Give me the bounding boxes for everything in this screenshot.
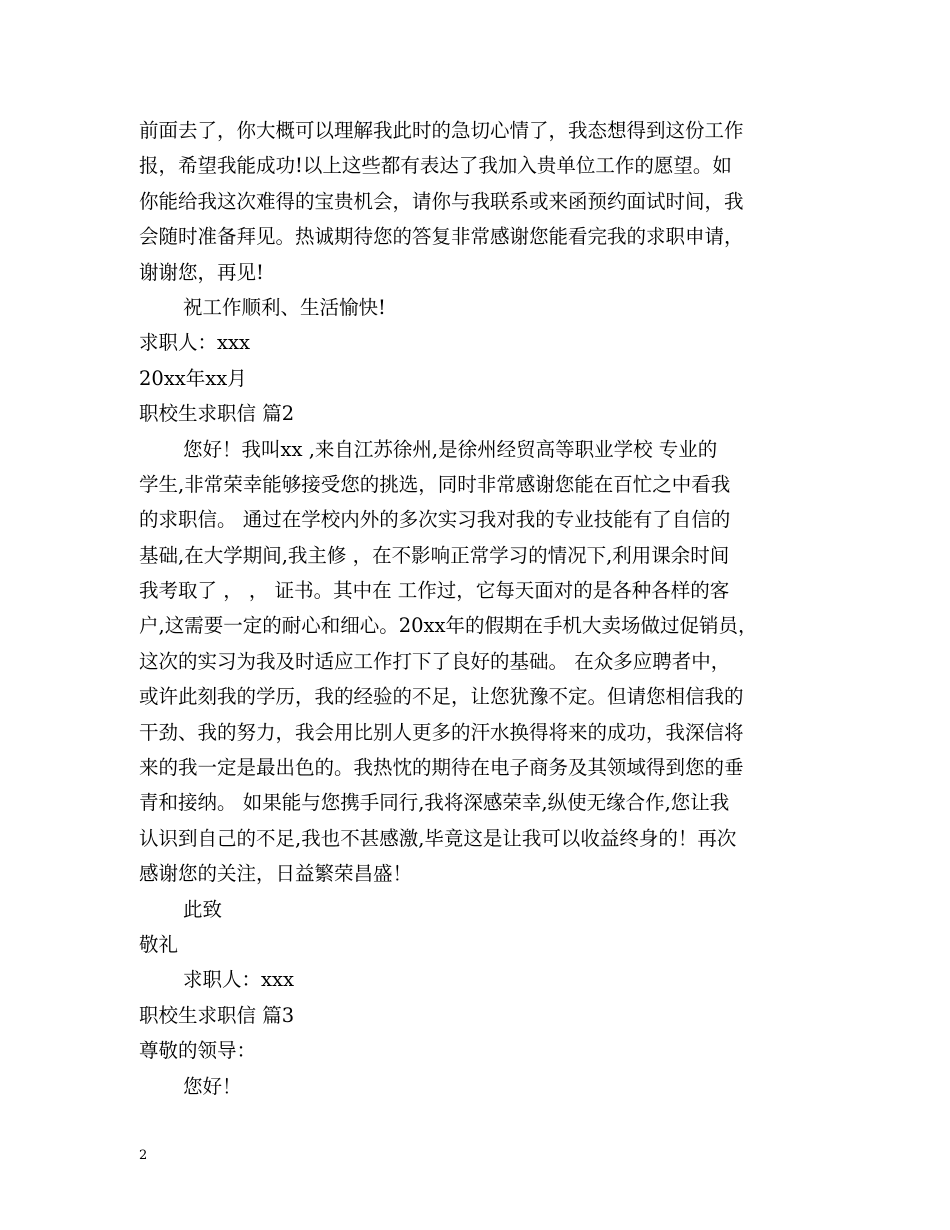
text-line: 来的我一定是最出色的。我热忱的期待在电子商务及其领域得到您的垂 xyxy=(139,756,744,780)
text-line: 的求职信。 通过在学校内外的多次实习我对我的专业技能有了自信的 xyxy=(139,508,731,532)
text-line: 报，希望我能成功!以上这些都有表达了我加入贵单位工作的愿望。如 xyxy=(139,154,732,178)
greeting: 您好！ xyxy=(183,1074,242,1098)
section-heading: 职校生求职信 篇3 xyxy=(139,1003,295,1027)
applicant-signature: 求职人：xxx xyxy=(139,331,250,355)
salutation-closing: 此致 xyxy=(183,897,223,921)
text-line: 这次的实习为我及时适应工作打下了良好的基础。 在众多应聘者中， xyxy=(139,649,731,673)
closing-wish: 祝工作顺利、生活愉快! xyxy=(183,295,386,319)
text-line: 感谢您的关注，日益繁荣昌盛！ xyxy=(139,862,413,886)
text-line: 会随时准备拜见。热诚期待您的答复非常感谢您能看完我的求职申请， xyxy=(139,225,744,249)
section-heading: 职校生求职信 篇2 xyxy=(139,402,295,426)
text-line: 认识到自己的不足,我也不甚感激,毕竟这是让我可以收益终身的！再次 xyxy=(139,826,737,850)
text-line: 干劲、我的努力，我会用比别人更多的汗水换得将来的成功，我深信将 xyxy=(139,720,744,744)
text-line: 前面去了，你大概可以理解我此时的急切心情了，我态想得到这份工作 xyxy=(139,119,744,142)
text-line: 学生,非常荣幸能够接受您的挑选，同时非常感谢您能在百忙之中看我 xyxy=(139,472,731,496)
salutation-regards: 敬礼 xyxy=(139,932,179,956)
greeting-addressee: 尊敬的领导： xyxy=(139,1039,257,1063)
text-line: 你能给我这次难得的宝贵机会，请你与我联系或来函预约面试时间，我 xyxy=(139,189,744,213)
text-line: 户,这需要一定的耐心和细心。20xx年的假期在手机大卖场做过促销员， xyxy=(139,614,758,638)
text-line: 谢谢您，再见! xyxy=(139,260,264,284)
letter-date: 20xx年xx月 xyxy=(139,366,247,390)
text-line: 或许此刻我的学历，我的经验的不足，让您犹豫不定。但请您相信我的 xyxy=(139,685,744,709)
text-line: 基础,在大学期间,我主修 ，在不影响正常学习的情况下,利用课余时间 xyxy=(139,543,730,567)
page-number: 2 xyxy=(139,1148,148,1163)
text-line: 我考取了 ， ， 证书。其中在 工作过，它每天面对的是各种各样的客 xyxy=(139,579,730,603)
document-body xyxy=(139,113,819,1104)
text-line: 青和接纳。 如果能与您携手同行,我将深感荣幸,纵使无缘合作,您让我 xyxy=(139,791,730,815)
text-line: 您好！我叫xx ,来自江苏徐州,是徐州经贸高等职业学校 专业的 xyxy=(183,437,718,461)
applicant-signature: 求职人：xxx xyxy=(183,968,294,992)
